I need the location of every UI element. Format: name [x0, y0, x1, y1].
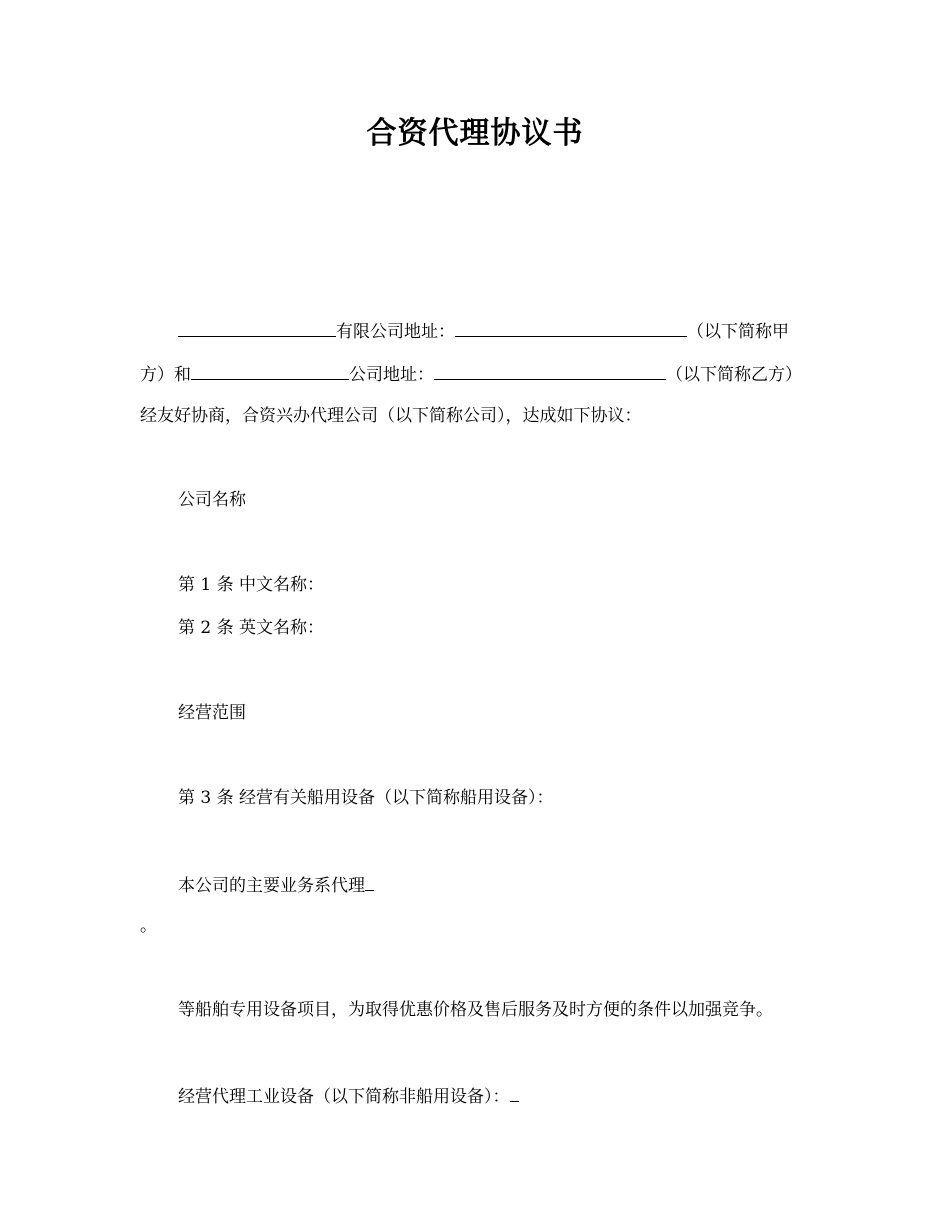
scope-heading: 经营范围 — [178, 703, 246, 723]
preamble-line-3: 经友好协商，合资兴办代理公司（以下简称公司），达成如下协议： — [140, 406, 642, 426]
party-b-name-blank — [191, 361, 349, 380]
article-3: 第 3 条 经营有关船用设备（以下简称船用设备）： — [178, 788, 554, 808]
preamble-line-1 — [178, 318, 789, 344]
preamble-line-2 — [140, 361, 802, 387]
party-a-address-blank — [455, 318, 687, 337]
party-a-alias-end: 方）和 — [140, 365, 191, 385]
article-1: 第 1 条 中文名称： — [178, 575, 325, 595]
party-a-company-label: 有限公司地址： — [336, 322, 455, 342]
party-a-alias-label: （以下简称甲 — [687, 322, 789, 342]
party-b-company-label: 公司地址： — [349, 365, 434, 385]
party-b-address-blank — [434, 361, 666, 380]
party-b-alias-label: （以下简称乙方） — [666, 365, 802, 385]
equipment-paragraph: 等船舶专用设备项目，为取得优惠价格及售后服务及时方便的条件以加强竞争。 — [178, 1000, 773, 1020]
main-business-line — [178, 872, 374, 898]
industrial-equipment-blank — [510, 1083, 519, 1102]
party-a-name-blank — [178, 318, 336, 337]
period-line: 。 — [140, 916, 157, 936]
industrial-equipment-text: 经营代理工业设备（以下简称非船用设备）： — [178, 1087, 510, 1107]
document-title: 合资代理协议书 — [366, 116, 584, 151]
main-business-blank — [365, 872, 374, 891]
article-2: 第 2 条 英文名称： — [178, 618, 325, 638]
industrial-equipment-line — [178, 1083, 519, 1109]
main-business-text: 本公司的主要业务系代理 — [178, 876, 365, 896]
company-name-heading: 公司名称 — [178, 490, 246, 510]
